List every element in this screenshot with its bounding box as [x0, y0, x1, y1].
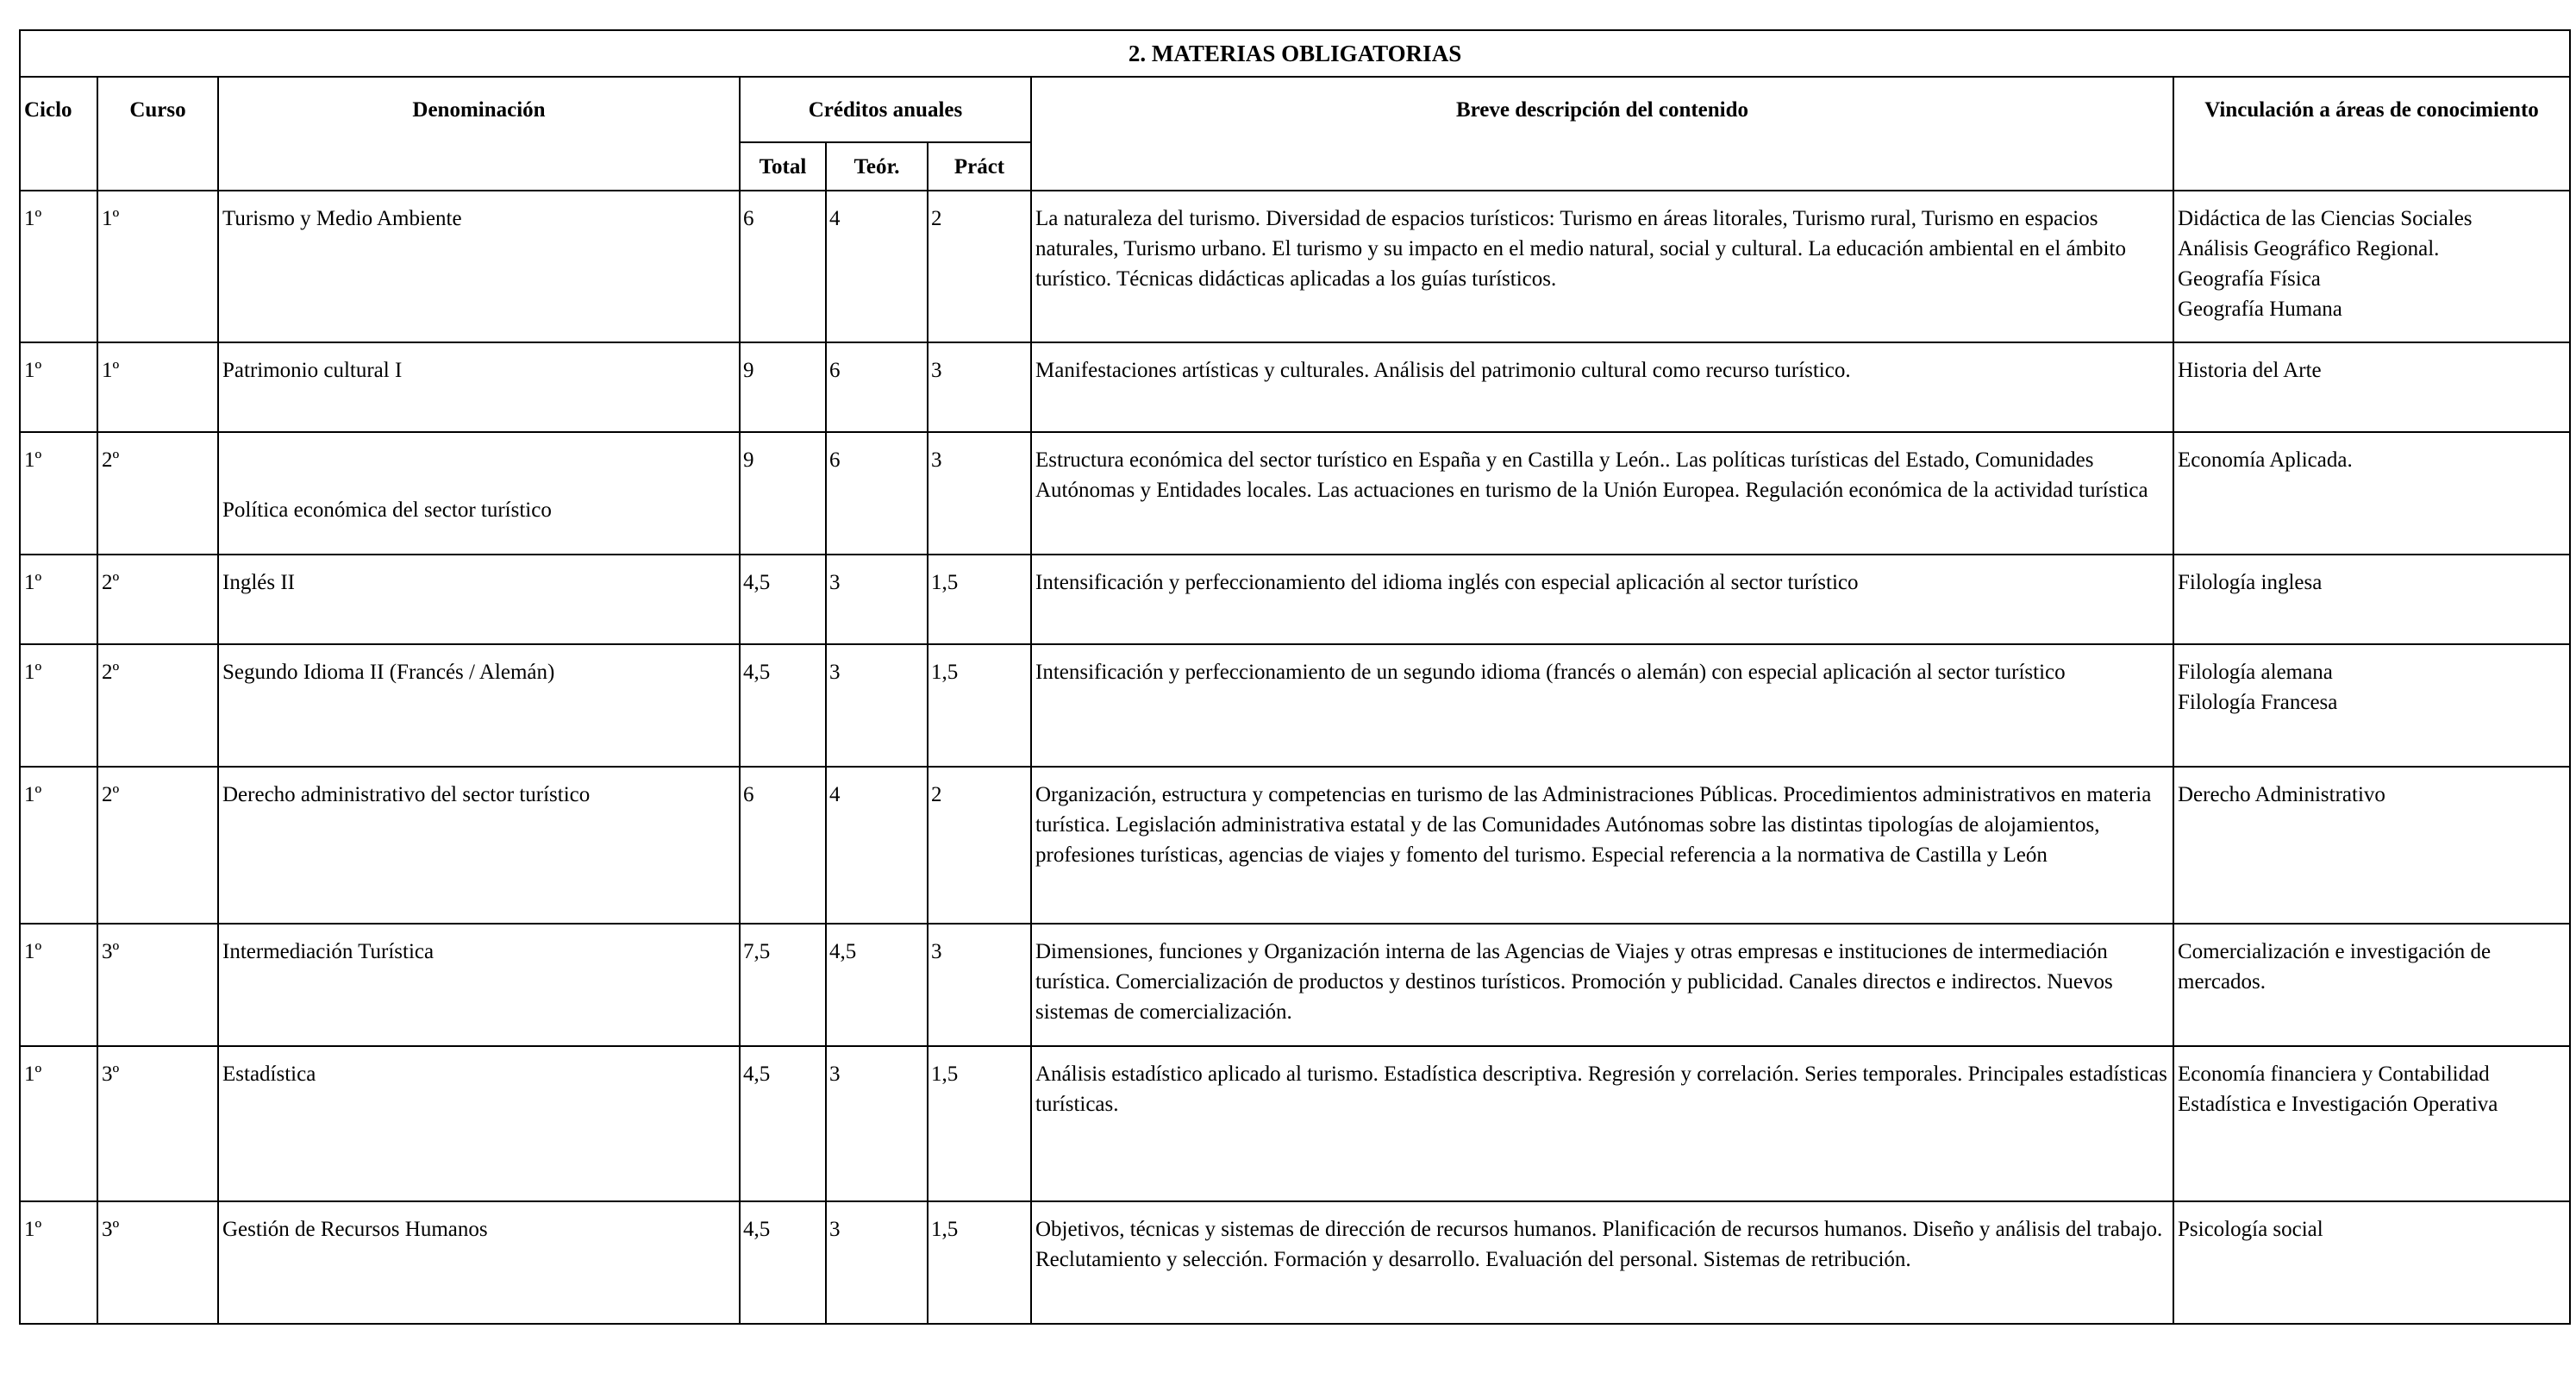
cell-ciclo: 1º — [20, 644, 97, 767]
cell-curso: 2º — [97, 555, 218, 644]
area-item: Filología inglesa — [2178, 571, 2323, 594]
area-item: Análisis Geográfico Regional. — [2178, 237, 2440, 260]
table-title: 2. MATERIAS OBLIGATORIAS — [20, 30, 2570, 77]
cell-teor: 3 — [826, 555, 928, 644]
cell-pract: 2 — [928, 191, 1031, 342]
cell-ciclo: 1º — [20, 555, 97, 644]
cell-descripcion: Intensificación y perfeccionamiento de un segundo idioma (francés o alemán) con especial aplicación al sector turístico — [1031, 644, 2173, 767]
cell-areas — [2173, 432, 2570, 555]
table-row — [20, 924, 2570, 1046]
cell-denominacion: Política económica del sector turístico — [218, 432, 740, 555]
table-row — [20, 1046, 2570, 1201]
area-item: Derecho Administrativo — [2178, 783, 2385, 806]
cell-denominacion: Estadística — [218, 1046, 740, 1201]
header-descripcion: Breve descripción del contenido — [1031, 77, 2173, 191]
header-teor: Teór. — [826, 142, 928, 191]
area-item: Geografía Física — [2178, 267, 2321, 291]
area-item: Psicología social — [2178, 1218, 2323, 1241]
document-page — [19, 29, 2569, 1368]
cell-ciclo: 1º — [20, 432, 97, 555]
area-item: Didáctica de las Ciencias Sociales — [2178, 207, 2473, 230]
header-pract: Práct — [928, 142, 1031, 191]
cell-denominacion: Derecho administrativo del sector turístico — [218, 767, 740, 924]
cell-total: 4,5 — [740, 1201, 826, 1324]
cell-ciclo: 1º — [20, 924, 97, 1046]
cell-denominacion: Turismo y Medio Ambiente — [218, 191, 740, 342]
cell-curso: 2º — [97, 644, 218, 767]
cell-pract: 1,5 — [928, 1046, 1031, 1201]
cell-teor: 3 — [826, 644, 928, 767]
cell-areas — [2173, 1201, 2570, 1324]
cell-teor: 4,5 — [826, 924, 928, 1046]
table-row — [20, 191, 2570, 342]
cell-teor: 3 — [826, 1201, 928, 1324]
table-row — [20, 1201, 2570, 1324]
materias-table — [19, 29, 2571, 1325]
cell-teor: 4 — [826, 767, 928, 924]
table-row — [20, 432, 2570, 555]
cell-pract: 2 — [928, 767, 1031, 924]
cell-total: 9 — [740, 342, 826, 432]
table-row — [20, 342, 2570, 432]
cell-areas — [2173, 767, 2570, 924]
cell-curso: 1º — [97, 191, 218, 342]
cell-descripcion: Intensificación y perfeccionamiento del idioma inglés con especial aplicación al sector turístico — [1031, 555, 2173, 644]
area-item: Comercialización e investigación de mercados. — [2178, 940, 2492, 994]
cell-total: 9 — [740, 432, 826, 555]
header-curso: Curso — [97, 77, 218, 191]
cell-total: 4,5 — [740, 1046, 826, 1201]
header-ciclo: Ciclo — [20, 77, 97, 191]
cell-curso: 2º — [97, 767, 218, 924]
cell-ciclo: 1º — [20, 767, 97, 924]
cell-total: 6 — [740, 767, 826, 924]
cell-areas — [2173, 342, 2570, 432]
cell-total: 4,5 — [740, 644, 826, 767]
cell-areas — [2173, 1046, 2570, 1201]
cell-pract: 1,5 — [928, 555, 1031, 644]
cell-ciclo: 1º — [20, 342, 97, 432]
cell-areas — [2173, 555, 2570, 644]
cell-curso: 2º — [97, 432, 218, 555]
cell-areas — [2173, 644, 2570, 767]
table-row — [20, 555, 2570, 644]
cell-curso: 1º — [97, 342, 218, 432]
area-item: Economía financiera y Contabilidad — [2178, 1062, 2490, 1086]
cell-ciclo: 1º — [20, 191, 97, 342]
cell-ciclo: 1º — [20, 1046, 97, 1201]
cell-curso: 3º — [97, 924, 218, 1046]
cell-teor: 6 — [826, 432, 928, 555]
cell-descripcion: Manifestaciones artísticas y culturales. Análisis del patrimonio cultural como recurso turístico. — [1031, 342, 2173, 432]
header-total: Total — [740, 142, 826, 191]
cell-denominacion: Segundo Idioma II (Francés / Alemán) — [218, 644, 740, 767]
table-row — [20, 644, 2570, 767]
area-item: Geografía Humana — [2178, 298, 2342, 321]
area-item: Economía Aplicada. — [2178, 448, 2353, 472]
header-vinculacion: Vinculación a áreas de conocimiento — [2173, 77, 2570, 191]
cell-teor: 3 — [826, 1046, 928, 1201]
cell-pract: 3 — [928, 432, 1031, 555]
cell-pract: 1,5 — [928, 1201, 1031, 1324]
cell-ciclo: 1º — [20, 1201, 97, 1324]
cell-descripcion: Organización, estructura y competencias en turismo de las Administraciones Públicas. Procedimientos administrativos en materia turística. Legislación administrativa estatal y de las Comunidades Autónomas sobre las distintas tipologías de alojamientos, profesiones turísticas, agencias de viajes y fomento del turismo. Especial referencia a la normativa de Castilla y León — [1031, 767, 2173, 924]
cell-denominacion: Patrimonio cultural I — [218, 342, 740, 432]
cell-pract: 3 — [928, 924, 1031, 1046]
cell-descripcion: Objetivos, técnicas y sistemas de dirección de recursos humanos. Planificación de recursos humanos. Diseño y análisis del trabajo. Reclutamiento y selección. Formación y desarrollo. Evaluación del personal. Sistemas de retribución. — [1031, 1201, 2173, 1324]
cell-curso: 3º — [97, 1201, 218, 1324]
cell-descripcion: Análisis estadístico aplicado al turismo. Estadística descriptiva. Regresión y correlación. Series temporales. Principales estadísticas turísticas. — [1031, 1046, 2173, 1201]
area-item: Filología alemana — [2178, 661, 2333, 684]
cell-curso: 3º — [97, 1046, 218, 1201]
cell-areas — [2173, 191, 2570, 342]
cell-descripcion: Dimensiones, funciones y Organización interna de las Agencias de Viajes y otras empresas e instituciones de intermediación turística. Comercialización de productos y destinos turísticos. Promoción y publicidad. Canales directos e indirectos. Nuevos sistemas de comercialización. — [1031, 924, 2173, 1046]
area-item: Historia del Arte — [2178, 359, 2322, 382]
cell-denominacion: Inglés II — [218, 555, 740, 644]
cell-total: 6 — [740, 191, 826, 342]
area-item: Filología Francesa — [2178, 691, 2338, 714]
cell-denominacion: Gestión de Recursos Humanos — [218, 1201, 740, 1324]
cell-teor: 4 — [826, 191, 928, 342]
cell-teor: 6 — [826, 342, 928, 432]
table-row — [20, 767, 2570, 924]
cell-pract: 1,5 — [928, 644, 1031, 767]
cell-areas — [2173, 924, 2570, 1046]
header-denominacion: Denominación — [218, 77, 740, 191]
cell-descripcion: Estructura económica del sector turístico en España y en Castilla y León.. Las políticas turísticas del Estado, Comunidades Autónomas y Entidades locales. Las actuaciones en turismo de la Unión Europea. Regulación económica de la actividad turística — [1031, 432, 2173, 555]
area-item: Estadística e Investigación Operativa — [2178, 1093, 2498, 1116]
cell-total: 4,5 — [740, 555, 826, 644]
cell-total: 7,5 — [740, 924, 826, 1046]
header-creditos-anuales: Créditos anuales — [740, 77, 1031, 142]
cell-denominacion: Intermediación Turística — [218, 924, 740, 1046]
cell-pract: 3 — [928, 342, 1031, 432]
cell-descripcion: La naturaleza del turismo. Diversidad de espacios turísticos: Turismo en áreas litorales, Turismo rural, Turismo en espacios naturales, Turismo urbano. El turismo y su impacto en el medio natural, social y cultural. La educación ambiental en el ámbito turístico. Técnicas didácticas aplicadas a los guías turísticos. — [1031, 191, 2173, 342]
